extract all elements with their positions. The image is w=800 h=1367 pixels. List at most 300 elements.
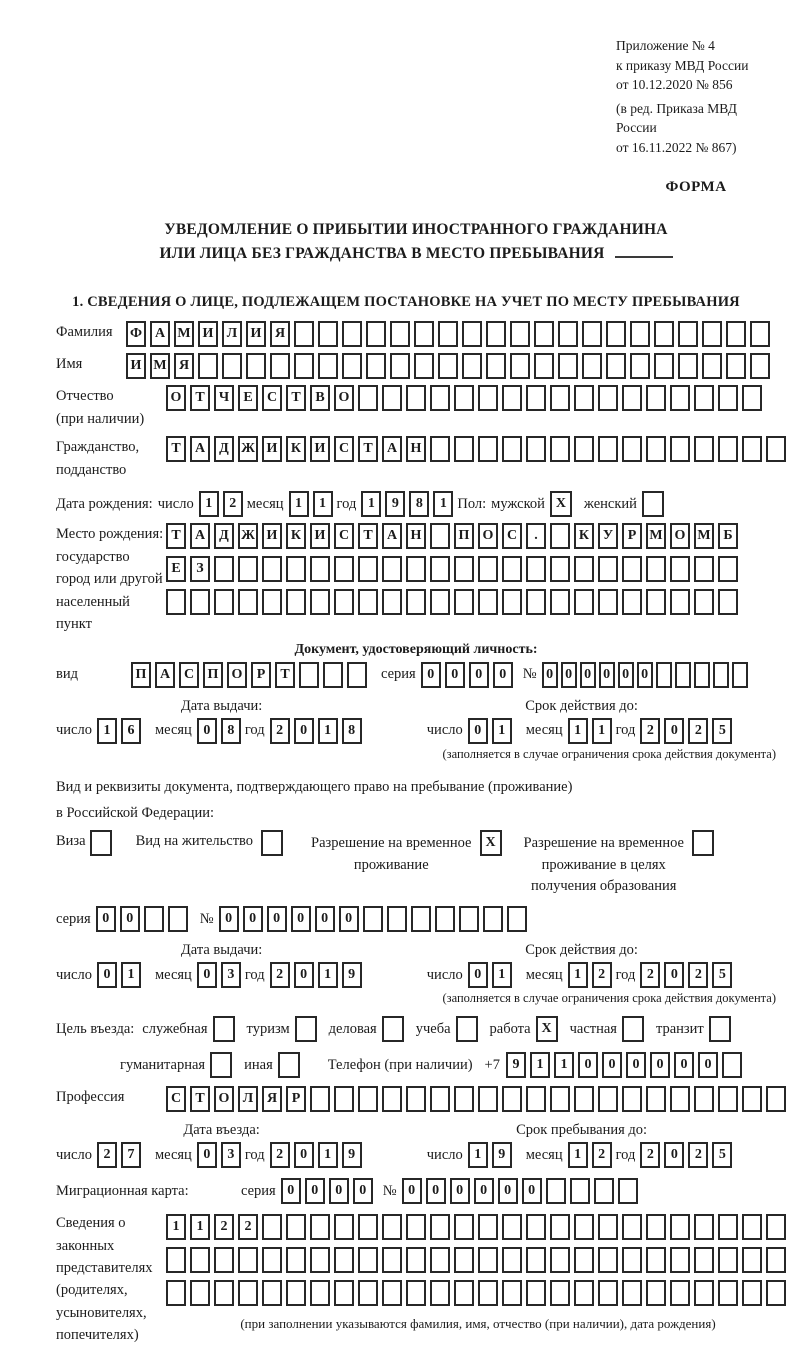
- char-cell[interactable]: [430, 1214, 450, 1240]
- char-cell[interactable]: [606, 353, 626, 379]
- char-cell[interactable]: О: [227, 662, 247, 688]
- char-cell[interactable]: .: [526, 523, 546, 549]
- char-cell[interactable]: 1: [313, 491, 333, 517]
- char-cell[interactable]: [718, 1280, 738, 1306]
- char-cell[interactable]: Т: [190, 1086, 210, 1112]
- char-cell[interactable]: Т: [190, 385, 210, 411]
- char-cell[interactable]: [654, 321, 674, 347]
- char-cell[interactable]: 0: [197, 718, 217, 744]
- char-cell[interactable]: 0: [578, 1052, 598, 1078]
- char-cell[interactable]: [382, 1280, 402, 1306]
- char-cell[interactable]: Я: [270, 321, 290, 347]
- char-cell[interactable]: [622, 1280, 642, 1306]
- char-cell[interactable]: [358, 385, 378, 411]
- char-cell[interactable]: [766, 1247, 786, 1273]
- char-cell[interactable]: 3: [221, 962, 241, 988]
- char-cell[interactable]: [678, 353, 698, 379]
- char-cell[interactable]: [718, 436, 738, 462]
- char-cell[interactable]: [678, 321, 698, 347]
- sex-male-checkbox[interactable]: X: [550, 491, 572, 517]
- char-cell[interactable]: [390, 321, 410, 347]
- char-cell[interactable]: [286, 589, 306, 615]
- purpose-business-checkbox[interactable]: [382, 1016, 404, 1042]
- char-cell[interactable]: [459, 906, 479, 932]
- char-cell[interactable]: [262, 1247, 282, 1273]
- char-cell[interactable]: 1: [361, 491, 381, 517]
- char-cell[interactable]: 2: [640, 718, 660, 744]
- char-cell[interactable]: 1: [530, 1052, 550, 1078]
- char-cell[interactable]: [594, 1178, 614, 1204]
- char-cell[interactable]: Т: [166, 523, 186, 549]
- char-cell[interactable]: [526, 385, 546, 411]
- char-cell[interactable]: [238, 589, 258, 615]
- char-cell[interactable]: [406, 1214, 426, 1240]
- char-cell[interactable]: [454, 589, 474, 615]
- char-cell[interactable]: О: [166, 385, 186, 411]
- char-cell[interactable]: [694, 556, 714, 582]
- char-cell[interactable]: И: [246, 321, 266, 347]
- char-cell[interactable]: [694, 1214, 714, 1240]
- char-cell[interactable]: [430, 523, 450, 549]
- char-cell[interactable]: [550, 385, 570, 411]
- char-cell[interactable]: 0: [674, 1052, 694, 1078]
- char-cell[interactable]: Н: [406, 436, 426, 462]
- char-cell[interactable]: [718, 385, 738, 411]
- char-cell[interactable]: [574, 1280, 594, 1306]
- char-cell[interactable]: [622, 1086, 642, 1112]
- char-cell[interactable]: 0: [618, 662, 634, 688]
- char-cell[interactable]: А: [382, 523, 402, 549]
- char-cell[interactable]: О: [214, 1086, 234, 1112]
- char-cell[interactable]: [646, 1214, 666, 1240]
- char-cell[interactable]: 0: [468, 718, 488, 744]
- char-cell[interactable]: [214, 589, 234, 615]
- char-cell[interactable]: [286, 1247, 306, 1273]
- char-cell[interactable]: [766, 1086, 786, 1112]
- char-cell[interactable]: [214, 556, 234, 582]
- char-cell[interactable]: [574, 1086, 594, 1112]
- char-cell[interactable]: [574, 556, 594, 582]
- char-cell[interactable]: 0: [498, 1178, 518, 1204]
- char-cell[interactable]: [462, 353, 482, 379]
- char-cell[interactable]: [582, 353, 602, 379]
- char-cell[interactable]: [299, 662, 319, 688]
- purpose-work-checkbox[interactable]: X: [536, 1016, 558, 1042]
- char-cell[interactable]: 0: [542, 662, 558, 688]
- char-cell[interactable]: 2: [214, 1214, 234, 1240]
- char-cell[interactable]: [718, 589, 738, 615]
- char-cell[interactable]: [670, 589, 690, 615]
- char-cell[interactable]: [262, 556, 282, 582]
- char-cell[interactable]: [694, 385, 714, 411]
- char-cell[interactable]: 1: [190, 1214, 210, 1240]
- char-cell[interactable]: Р: [251, 662, 271, 688]
- char-cell[interactable]: [478, 1086, 498, 1112]
- char-cell[interactable]: [654, 353, 674, 379]
- char-cell[interactable]: [478, 436, 498, 462]
- char-cell[interactable]: [694, 1247, 714, 1273]
- char-cell[interactable]: [294, 321, 314, 347]
- char-cell[interactable]: [478, 385, 498, 411]
- char-cell[interactable]: [670, 1247, 690, 1273]
- char-cell[interactable]: [430, 436, 450, 462]
- char-cell[interactable]: [310, 1214, 330, 1240]
- char-cell[interactable]: Н: [406, 523, 426, 549]
- char-cell[interactable]: [718, 556, 738, 582]
- char-cell[interactable]: М: [150, 353, 170, 379]
- char-cell[interactable]: 2: [270, 962, 290, 988]
- char-cell[interactable]: [246, 353, 266, 379]
- char-cell[interactable]: К: [286, 523, 306, 549]
- char-cell[interactable]: 1: [289, 491, 309, 517]
- char-cell[interactable]: 0: [445, 662, 465, 688]
- char-cell[interactable]: Е: [166, 556, 186, 582]
- char-cell[interactable]: Л: [238, 1086, 258, 1112]
- char-cell[interactable]: [550, 1214, 570, 1240]
- char-cell[interactable]: [502, 1247, 522, 1273]
- char-cell[interactable]: 2: [270, 718, 290, 744]
- char-cell[interactable]: [414, 321, 434, 347]
- char-cell[interactable]: [670, 1280, 690, 1306]
- char-cell[interactable]: [430, 385, 450, 411]
- char-cell[interactable]: [406, 589, 426, 615]
- char-cell[interactable]: Т: [358, 523, 378, 549]
- char-cell[interactable]: [574, 385, 594, 411]
- char-cell[interactable]: [454, 1247, 474, 1273]
- char-cell[interactable]: И: [198, 321, 218, 347]
- char-cell[interactable]: [438, 321, 458, 347]
- char-cell[interactable]: [190, 589, 210, 615]
- char-cell[interactable]: 0: [426, 1178, 446, 1204]
- char-cell[interactable]: [262, 1214, 282, 1240]
- char-cell[interactable]: [310, 589, 330, 615]
- char-cell[interactable]: П: [203, 662, 223, 688]
- char-cell[interactable]: [702, 353, 722, 379]
- char-cell[interactable]: [144, 906, 164, 932]
- char-cell[interactable]: 0: [267, 906, 287, 932]
- char-cell[interactable]: [694, 1086, 714, 1112]
- char-cell[interactable]: Д: [214, 523, 234, 549]
- char-cell[interactable]: [387, 906, 407, 932]
- char-cell[interactable]: [646, 1280, 666, 1306]
- char-cell[interactable]: [406, 1280, 426, 1306]
- char-cell[interactable]: [598, 589, 618, 615]
- char-cell[interactable]: [550, 523, 570, 549]
- char-cell[interactable]: [732, 662, 748, 688]
- char-cell[interactable]: 0: [329, 1178, 349, 1204]
- char-cell[interactable]: 0: [353, 1178, 373, 1204]
- char-cell[interactable]: [190, 1280, 210, 1306]
- char-cell[interactable]: [502, 385, 522, 411]
- char-cell[interactable]: [382, 589, 402, 615]
- char-cell[interactable]: 0: [243, 906, 263, 932]
- char-cell[interactable]: 5: [712, 1142, 732, 1168]
- char-cell[interactable]: [286, 556, 306, 582]
- visa-checkbox[interactable]: [90, 830, 112, 856]
- char-cell[interactable]: [382, 1086, 402, 1112]
- char-cell[interactable]: [558, 353, 578, 379]
- char-cell[interactable]: Я: [262, 1086, 282, 1112]
- char-cell[interactable]: [411, 906, 431, 932]
- char-cell[interactable]: [750, 353, 770, 379]
- char-cell[interactable]: [238, 556, 258, 582]
- char-cell[interactable]: [270, 353, 290, 379]
- char-cell[interactable]: [454, 385, 474, 411]
- char-cell[interactable]: [438, 353, 458, 379]
- char-cell[interactable]: [390, 353, 410, 379]
- char-cell[interactable]: [630, 321, 650, 347]
- char-cell[interactable]: 1: [568, 1142, 588, 1168]
- char-cell[interactable]: 1: [492, 962, 512, 988]
- char-cell[interactable]: [718, 1214, 738, 1240]
- char-cell[interactable]: [598, 385, 618, 411]
- char-cell[interactable]: 1: [592, 718, 612, 744]
- char-cell[interactable]: Д: [214, 436, 234, 462]
- char-cell[interactable]: [622, 1214, 642, 1240]
- char-cell[interactable]: 2: [640, 1142, 660, 1168]
- char-cell[interactable]: 9: [342, 1142, 362, 1168]
- char-cell[interactable]: А: [190, 523, 210, 549]
- char-cell[interactable]: [670, 556, 690, 582]
- char-cell[interactable]: 8: [409, 491, 429, 517]
- char-cell[interactable]: С: [334, 523, 354, 549]
- char-cell[interactable]: И: [262, 523, 282, 549]
- char-cell[interactable]: С: [262, 385, 282, 411]
- char-cell[interactable]: [550, 589, 570, 615]
- char-cell[interactable]: [366, 321, 386, 347]
- char-cell[interactable]: [382, 385, 402, 411]
- char-cell[interactable]: [262, 589, 282, 615]
- char-cell[interactable]: [214, 1280, 234, 1306]
- char-cell[interactable]: [310, 1086, 330, 1112]
- char-cell[interactable]: [646, 385, 666, 411]
- char-cell[interactable]: [478, 589, 498, 615]
- char-cell[interactable]: [670, 1086, 690, 1112]
- char-cell[interactable]: [574, 1214, 594, 1240]
- char-cell[interactable]: [430, 556, 450, 582]
- char-cell[interactable]: [502, 589, 522, 615]
- char-cell[interactable]: М: [694, 523, 714, 549]
- char-cell[interactable]: [486, 353, 506, 379]
- purpose-official-checkbox[interactable]: [213, 1016, 235, 1042]
- char-cell[interactable]: [198, 353, 218, 379]
- char-cell[interactable]: [507, 906, 527, 932]
- char-cell[interactable]: 0: [580, 662, 596, 688]
- char-cell[interactable]: 1: [97, 718, 117, 744]
- char-cell[interactable]: 1: [568, 718, 588, 744]
- char-cell[interactable]: 8: [221, 718, 241, 744]
- char-cell[interactable]: [622, 556, 642, 582]
- char-cell[interactable]: [478, 556, 498, 582]
- char-cell[interactable]: [526, 1086, 546, 1112]
- char-cell[interactable]: [502, 1086, 522, 1112]
- char-cell[interactable]: [166, 589, 186, 615]
- char-cell[interactable]: [550, 1086, 570, 1112]
- char-cell[interactable]: [742, 1086, 762, 1112]
- char-cell[interactable]: [742, 385, 762, 411]
- char-cell[interactable]: [366, 353, 386, 379]
- char-cell[interactable]: [694, 1280, 714, 1306]
- char-cell[interactable]: [166, 1280, 186, 1306]
- char-cell[interactable]: [750, 321, 770, 347]
- char-cell[interactable]: [454, 556, 474, 582]
- char-cell[interactable]: 0: [305, 1178, 325, 1204]
- char-cell[interactable]: [334, 1086, 354, 1112]
- char-cell[interactable]: Е: [238, 385, 258, 411]
- char-cell[interactable]: [454, 1086, 474, 1112]
- purpose-other-checkbox[interactable]: [278, 1052, 300, 1078]
- char-cell[interactable]: [718, 1086, 738, 1112]
- char-cell[interactable]: 0: [197, 962, 217, 988]
- char-cell[interactable]: [646, 589, 666, 615]
- char-cell[interactable]: [358, 556, 378, 582]
- char-cell[interactable]: [622, 589, 642, 615]
- char-cell[interactable]: Т: [358, 436, 378, 462]
- char-cell[interactable]: 6: [121, 718, 141, 744]
- char-cell[interactable]: И: [262, 436, 282, 462]
- char-cell[interactable]: 1: [318, 962, 338, 988]
- char-cell[interactable]: 2: [97, 1142, 117, 1168]
- char-cell[interactable]: [486, 321, 506, 347]
- char-cell[interactable]: 8: [342, 718, 362, 744]
- char-cell[interactable]: [766, 1214, 786, 1240]
- char-cell[interactable]: [334, 1214, 354, 1240]
- char-cell[interactable]: 1: [568, 962, 588, 988]
- char-cell[interactable]: 9: [385, 491, 405, 517]
- char-cell[interactable]: 0: [291, 906, 311, 932]
- char-cell[interactable]: [526, 589, 546, 615]
- char-cell[interactable]: [342, 353, 362, 379]
- char-cell[interactable]: [358, 1086, 378, 1112]
- char-cell[interactable]: 3: [221, 1142, 241, 1168]
- char-cell[interactable]: [558, 321, 578, 347]
- char-cell[interactable]: [598, 436, 618, 462]
- char-cell[interactable]: [510, 321, 530, 347]
- char-cell[interactable]: [323, 662, 343, 688]
- char-cell[interactable]: П: [131, 662, 151, 688]
- char-cell[interactable]: [318, 353, 338, 379]
- char-cell[interactable]: [574, 589, 594, 615]
- char-cell[interactable]: 0: [493, 662, 513, 688]
- char-cell[interactable]: П: [454, 523, 474, 549]
- char-cell[interactable]: [238, 1280, 258, 1306]
- char-cell[interactable]: [262, 1280, 282, 1306]
- char-cell[interactable]: 1: [492, 718, 512, 744]
- char-cell[interactable]: [550, 556, 570, 582]
- char-cell[interactable]: З: [190, 556, 210, 582]
- char-cell[interactable]: [713, 662, 729, 688]
- char-cell[interactable]: 2: [223, 491, 243, 517]
- char-cell[interactable]: 0: [664, 1142, 684, 1168]
- char-cell[interactable]: Ж: [238, 436, 258, 462]
- char-cell[interactable]: [483, 906, 503, 932]
- char-cell[interactable]: 5: [712, 962, 732, 988]
- char-cell[interactable]: [168, 906, 188, 932]
- char-cell[interactable]: [347, 662, 367, 688]
- char-cell[interactable]: [510, 353, 530, 379]
- char-cell[interactable]: 0: [664, 962, 684, 988]
- char-cell[interactable]: [358, 1247, 378, 1273]
- char-cell[interactable]: 0: [339, 906, 359, 932]
- char-cell[interactable]: [766, 436, 786, 462]
- char-cell[interactable]: 7: [121, 1142, 141, 1168]
- char-cell[interactable]: [382, 556, 402, 582]
- char-cell[interactable]: [606, 321, 626, 347]
- char-cell[interactable]: К: [574, 523, 594, 549]
- char-cell[interactable]: 2: [238, 1214, 258, 1240]
- char-cell[interactable]: [598, 1214, 618, 1240]
- char-cell[interactable]: [675, 662, 691, 688]
- char-cell[interactable]: [502, 1214, 522, 1240]
- char-cell[interactable]: 0: [637, 662, 653, 688]
- purpose-study-checkbox[interactable]: [456, 1016, 478, 1042]
- char-cell[interactable]: И: [310, 523, 330, 549]
- char-cell[interactable]: 2: [688, 962, 708, 988]
- char-cell[interactable]: [670, 436, 690, 462]
- char-cell[interactable]: [550, 436, 570, 462]
- char-cell[interactable]: [622, 385, 642, 411]
- char-cell[interactable]: О: [670, 523, 690, 549]
- char-cell[interactable]: 0: [626, 1052, 646, 1078]
- char-cell[interactable]: [334, 1280, 354, 1306]
- char-cell[interactable]: [718, 1247, 738, 1273]
- residence-permit-checkbox[interactable]: [261, 830, 283, 856]
- char-cell[interactable]: 2: [688, 1142, 708, 1168]
- char-cell[interactable]: 0: [281, 1178, 301, 1204]
- char-cell[interactable]: [726, 321, 746, 347]
- char-cell[interactable]: [478, 1247, 498, 1273]
- purpose-humanitarian-checkbox[interactable]: [210, 1052, 232, 1078]
- char-cell[interactable]: [574, 1247, 594, 1273]
- char-cell[interactable]: 0: [294, 718, 314, 744]
- char-cell[interactable]: С: [502, 523, 522, 549]
- char-cell[interactable]: 1: [318, 1142, 338, 1168]
- char-cell[interactable]: И: [126, 353, 146, 379]
- char-cell[interactable]: 0: [402, 1178, 422, 1204]
- char-cell[interactable]: Ж: [238, 523, 258, 549]
- char-cell[interactable]: 0: [522, 1178, 542, 1204]
- char-cell[interactable]: 1: [121, 962, 141, 988]
- char-cell[interactable]: В: [310, 385, 330, 411]
- char-cell[interactable]: [622, 1247, 642, 1273]
- char-cell[interactable]: [214, 1247, 234, 1273]
- char-cell[interactable]: [574, 436, 594, 462]
- char-cell[interactable]: М: [174, 321, 194, 347]
- char-cell[interactable]: [656, 662, 672, 688]
- char-cell[interactable]: 0: [421, 662, 441, 688]
- char-cell[interactable]: [294, 353, 314, 379]
- char-cell[interactable]: [382, 1214, 402, 1240]
- char-cell[interactable]: 5: [712, 718, 732, 744]
- char-cell[interactable]: 0: [602, 1052, 622, 1078]
- char-cell[interactable]: [546, 1178, 566, 1204]
- char-cell[interactable]: 0: [469, 662, 489, 688]
- char-cell[interactable]: 0: [698, 1052, 718, 1078]
- char-cell[interactable]: [406, 1247, 426, 1273]
- char-cell[interactable]: [363, 906, 383, 932]
- char-cell[interactable]: [534, 353, 554, 379]
- char-cell[interactable]: [742, 436, 762, 462]
- char-cell[interactable]: [598, 1086, 618, 1112]
- char-cell[interactable]: [526, 556, 546, 582]
- char-cell[interactable]: [478, 1214, 498, 1240]
- char-cell[interactable]: Т: [275, 662, 295, 688]
- char-cell[interactable]: 0: [468, 962, 488, 988]
- char-cell[interactable]: 0: [120, 906, 140, 932]
- char-cell[interactable]: 0: [450, 1178, 470, 1204]
- char-cell[interactable]: [722, 1052, 742, 1078]
- char-cell[interactable]: [286, 1280, 306, 1306]
